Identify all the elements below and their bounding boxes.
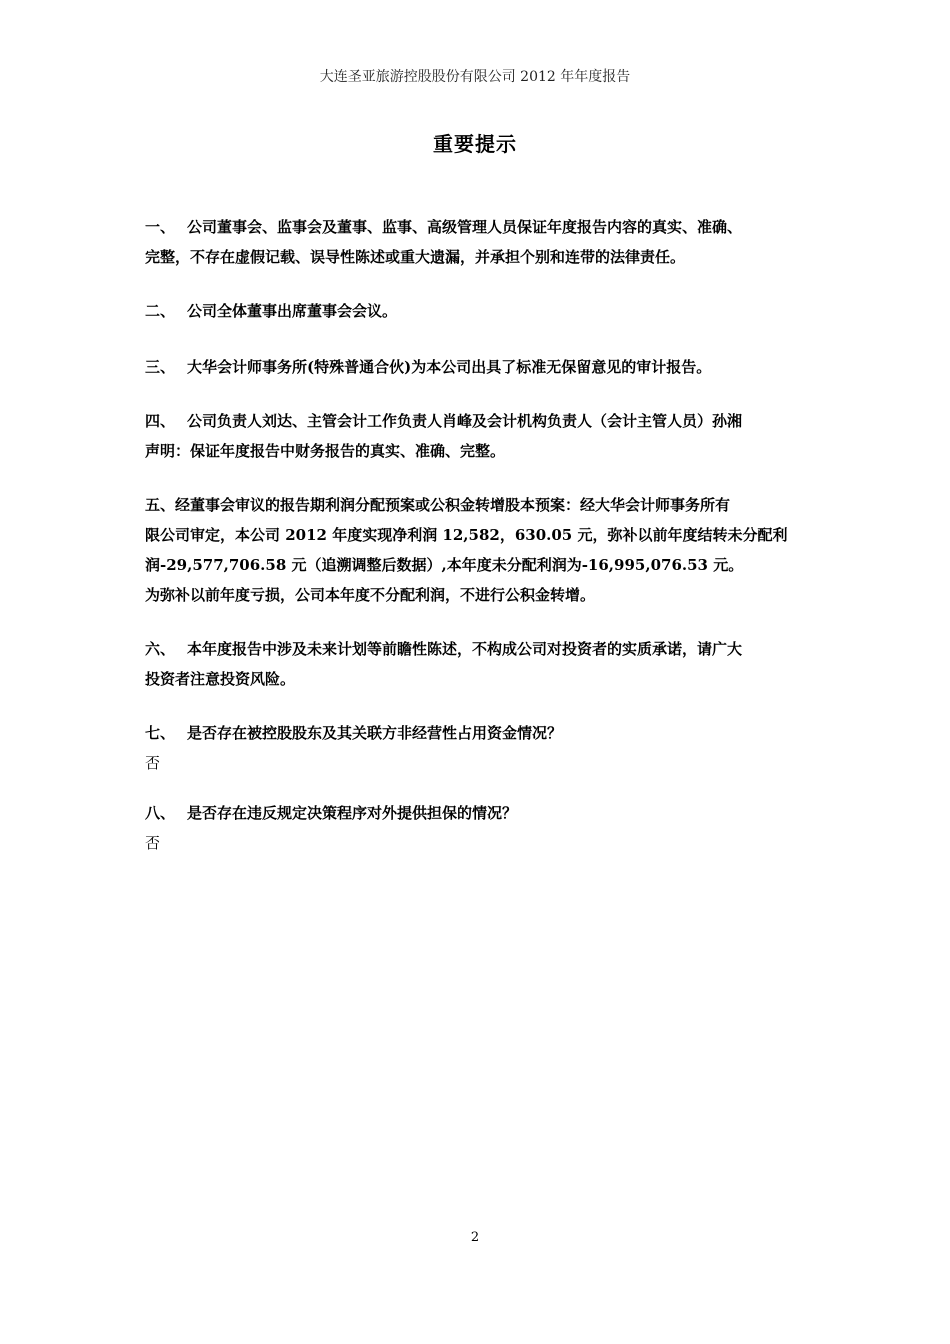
page-number: 2 [470,1230,480,1245]
notice-item-1-line-2: 完整，不存在虚假记载、误导性陈述或重大遗漏，并承担个别和连带的法律责任。 [145,248,686,266]
notice-item-5-line-3: 润-29,577,706.58 元（追溯调整后数据）,本年度未分配利润为-16,995,076.53 元。 [145,556,744,574]
notice-item-4 [145,406,813,466]
notice-item-8-answer: 否 [145,834,161,852]
notice-item-1 [145,212,813,272]
notice-item-4-line-1: 四、 公司负责人刘达、主管会计工作负责人肖峰及会计机构负责人（会计主管人员）孙湘 [145,406,813,436]
notice-item-number: 八、 [145,804,176,822]
notice-item-5-line-1: 五、经董事会审议的报告期利润分配预案或公积金转增股本预案：经大华会计师事务所有 [145,496,731,514]
notice-item-1-line-1: 一、 公司董事会、监事会及董事、监事、高级管理人员保证年度报告内容的真实、准确、 [145,212,813,242]
notice-item-number: 二、 [145,302,176,320]
notice-item-7-line-1: 七、 是否存在被控股股东及其关联方非经营性占用资金情况？ [145,718,813,748]
notice-item-6-line-2: 投资者注意投资风险。 [145,670,296,688]
notice-item-4-line-2: 声明：保证年度报告中财务报告的真实、准确、完整。 [145,442,506,460]
notice-item-7-answer: 否 [145,754,161,772]
notice-item-3-line-1: 三、 大华会计师事务所(特殊普通合伙)为本公司出具了标准无保留意见的审计报告。 [145,352,813,382]
notice-item-2 [145,296,813,326]
notice-item-number: 四、 [145,412,176,430]
notice-item-6-line-1: 六、 本年度报告中涉及未来计划等前瞻性陈述，不构成公司对投资者的实质承诺，请广大 [145,634,813,664]
page-title: 重要提示 [433,132,517,156]
notice-item-8-line-1: 八、 是否存在违反规定决策程序对外提供担保的情况？ [145,798,813,828]
notice-item-8 [145,798,813,858]
notice-item-5-line-2: 限公司审定，本公司 2012 年度实现净利润 12,582，630.05 元，弥补以前年度结转未分配利 [145,526,788,544]
notice-item-3 [145,352,813,382]
notice-item-number: 三、 [145,358,176,376]
notice-item-number: 一、 [145,218,176,236]
running-header: 大连圣亚旅游控股股份有限公司 2012 年年度报告 [319,69,631,85]
notice-item-5 [145,490,813,610]
notice-item-6 [145,634,813,694]
notice-item-number: 六、 [145,640,176,658]
notice-item-2-line-1: 二、 公司全体董事出席董事会会议。 [145,296,813,326]
notice-item-number: 七、 [145,724,176,742]
notice-item-7 [145,718,813,778]
notice-item-5-line-4: 为弥补以前年度亏损，公司本年度不分配利润，不进行公积金转增。 [145,586,596,604]
